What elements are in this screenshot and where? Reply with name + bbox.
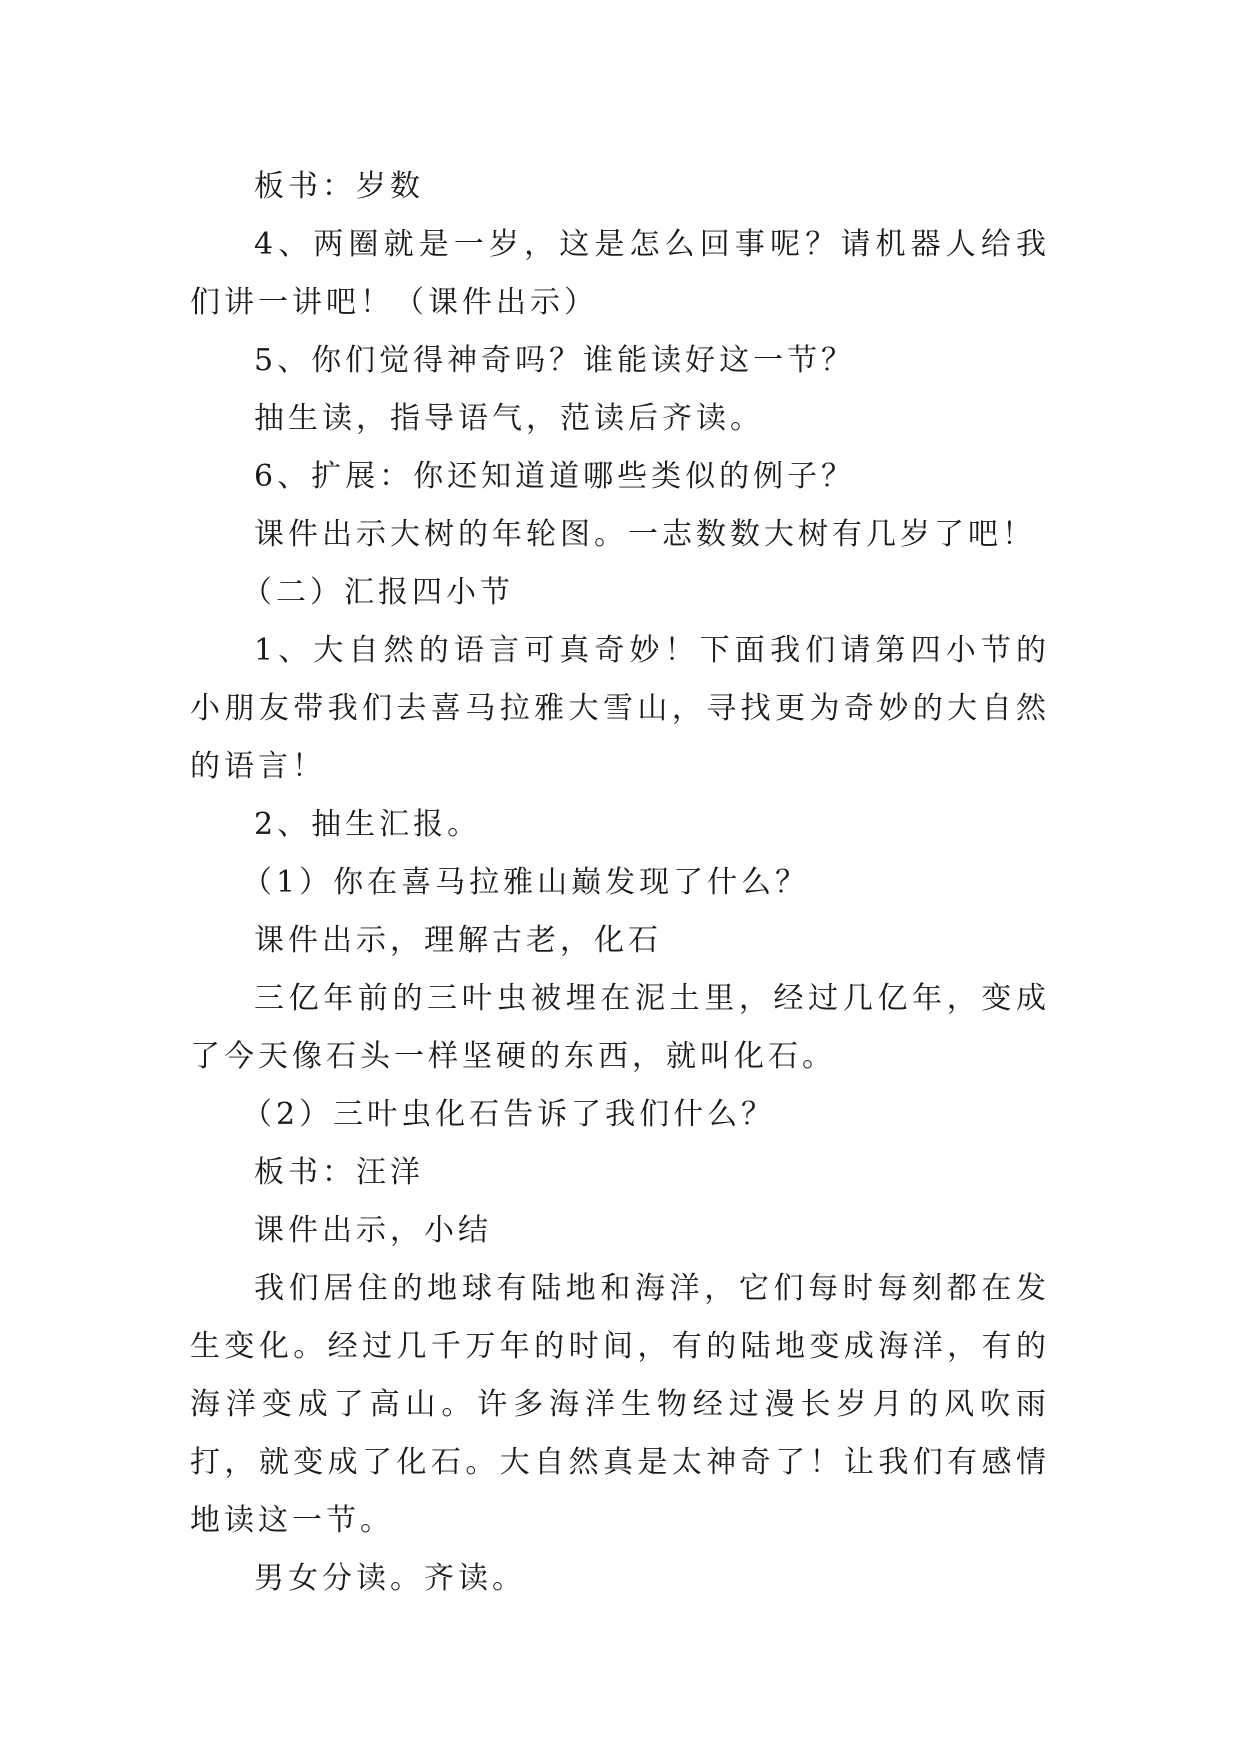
paragraph-fossil-courseware: 课件出示，理解古老，化石 [254, 923, 662, 958]
paragraph-step-4: 4、两圈就是一岁，这是怎么回事呢？请机器人给我们讲一讲吧！（课件出示） [190, 227, 1050, 320]
paragraph-fossil-explanation: 三亿年前的三叶虫被埋在泥土里，经过几亿年，变成了今天像石头一样坚硬的东西，就叫化石。 [190, 981, 1050, 1074]
question-2: （2）三叶虫化石告诉了我们什么？ [242, 1097, 776, 1132]
paragraph-step-5: 5、你们觉得神奇吗？谁能读好这一节？ [254, 343, 856, 378]
paragraph-report-1: 1、大自然的语言可真奇妙！下面我们请第四小节的小朋友带我们去喜马拉雅大雪山，寻找更为奇妙的大自然的语言！ [190, 633, 1050, 784]
paragraph-summary-courseware: 课件出示，小结 [254, 1213, 492, 1248]
paragraph-step-6: 6、扩展：你还知道道哪些类似的例子？ [254, 459, 856, 494]
paragraph-board-age: 板书：岁数 [254, 169, 424, 204]
paragraph-reading: 男女分读。齐读。 [254, 1561, 526, 1596]
question-1: （1）你在喜马拉雅山巅发现了什么？ [242, 865, 810, 900]
section-heading-part-2: （二）汇报四小节 [242, 575, 514, 610]
paragraph-board-ocean: 板书：汪洋 [254, 1155, 424, 1190]
paragraph-tree-rings: 课件出示大树的年轮图。一志数数大树有几岁了吧！ [254, 517, 1036, 552]
paragraph-read-guide: 抽生读，指导语气，范读后齐读。 [254, 401, 764, 436]
document-body [190, 158, 1050, 1608]
paragraph-summary: 我们居住的地球有陆地和海洋，它们每时每刻都在发生变化。经过几千万年的时间，有的陆地变成海洋，有的海洋变成了高山。许多海洋生物经过漫长岁月的风吹雨打，就变成了化石。大自然真是太神奇了！让我们有感情地读这一节。 [190, 1271, 1050, 1538]
paragraph-report-2: 2、抽生汇报。 [254, 807, 482, 842]
